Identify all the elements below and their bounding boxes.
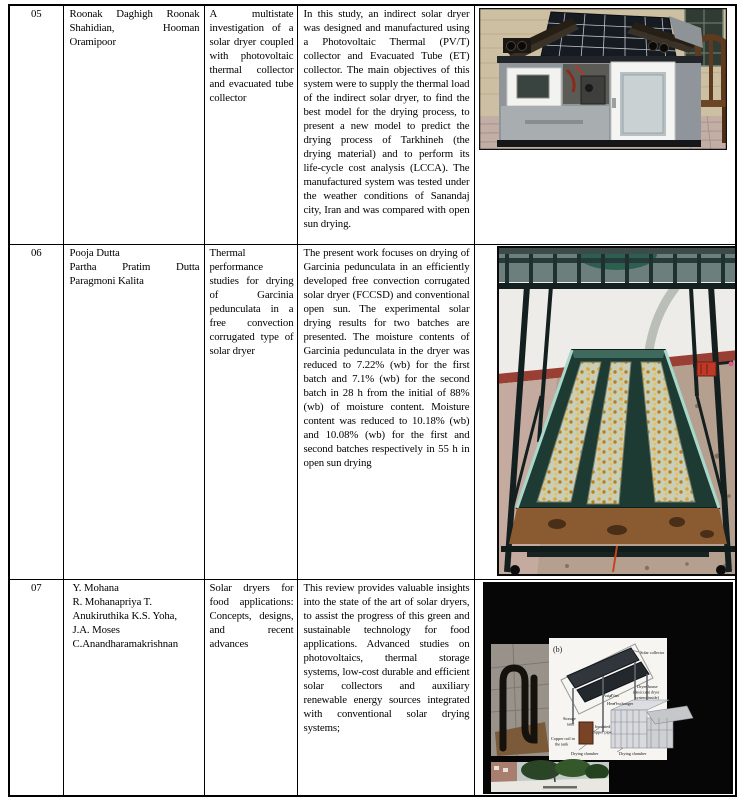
author-line: Y. Mohana <box>72 581 119 594</box>
abstract-text: The present work focuses on drying of Garcinia pedunculata in an efficiently developed free convection corrugated solar dryer (FCCSD) and conventional open sun. The experimental solar drying results for two batches are presented. The moisture contents of Garcinia pedunculata in the dryer was reduced to 7.22% (wb) for the first batch and 7.1% (wb) for the second batch in 28 h from the initial of 88% (wb) of moisture content. Moisture content was reduced to 10.18% (wb) and 10.08% (wb) for the first and second batches respectively in 55 h in open sun drying <box>303 246 470 469</box>
corrugated-dryer-photo <box>497 246 737 576</box>
author-line: Paragmoni Kalita <box>69 274 144 287</box>
abstract-text: In this study, an indirect solar dryer was designed and manufactured using a Photovoltaic Thermal (PV/T) collector and Evacuated Tube (ET) collector. The main objectives of this system were to supply the thermal load of the indirect solar dryer, to find the best model for the drying process, to present a new model to predict the drying process of Tarkhineh (the drying material) and to perform its life-cycle cost analysis (LCCA). The manufactured system was tested under the weather conditions of Sanandaj city, Iran and was compared with open sun drying. <box>303 8 470 230</box>
diagram-label: Solar collector <box>639 649 664 655</box>
table-row <box>9 5 736 244</box>
authors-text: Roonak Daghigh Roonak Shahidian, Hooman Oramipoor <box>69 8 200 48</box>
entry-number: 07 <box>30 581 42 594</box>
metal-panel <box>501 106 609 142</box>
motor-box <box>697 362 716 376</box>
rooftop-structure <box>497 246 737 284</box>
diagram-label: copper pipe <box>591 729 612 734</box>
diagram-label: (desiccant dryer <box>632 689 660 694</box>
entry-number: 05 <box>30 8 42 20</box>
author-line: Anukiruthika K.S. Yoha, <box>72 609 177 622</box>
wooden-base <box>509 508 727 544</box>
paper-title: Solar dryers for food applications: Concepts, designs, and recent advances <box>209 581 294 650</box>
drying-chamber-door <box>611 62 675 144</box>
paper-title: Thermal performance studies for drying of Garcinia pedunculata in a free convection corrugated type of solar dryer <box>209 246 294 357</box>
solar-dryer-photo <box>479 8 727 150</box>
copper-coil-photo <box>491 644 549 756</box>
abstract-text: This review provides valuable insights into the state of the art of solar dryers, to assist the progress of this green and sustainable technology for food applications. Advanced studies on photovoltaics, thermal storage systems, low-cost durable and efficient solar collectors and auxiliary renewable energy sources integrated with conventional solar drying systems; <box>303 581 470 734</box>
review-composite-figure <box>483 582 733 794</box>
pink-marker <box>728 361 733 366</box>
diagram-label: the tank <box>554 741 568 746</box>
diagram-label: Heat exchanger <box>606 700 633 706</box>
machine-base <box>497 140 701 147</box>
literature-review-table <box>8 4 737 797</box>
table-row <box>9 579 736 796</box>
small-window <box>507 68 561 106</box>
table-row <box>9 244 736 579</box>
diagram-label: system inside) <box>634 694 659 700</box>
diagram-label: tank <box>566 721 574 726</box>
paper-title: A multistate investigation of a solar dryer coupled with photovoltaic thermal collector and evacuated tube collector <box>209 8 294 104</box>
author-line: Pooja Dutta <box>69 246 120 259</box>
entry-number: 06 <box>30 246 42 259</box>
diagram-label: Dryer house <box>636 683 657 689</box>
diagram-label: Drying chamber <box>570 750 598 756</box>
diagram-label: Axial fan <box>602 692 619 698</box>
diagram-label: Insulated <box>594 723 610 729</box>
storage-tank <box>579 722 593 744</box>
diagram-label: Storage <box>562 715 576 721</box>
diagram-label: Drying chamber <box>618 750 646 756</box>
author-line: R. Mohanapriya T. <box>72 595 152 608</box>
panel-label: (b) <box>552 644 562 654</box>
outdoor-installation-photo <box>491 759 609 792</box>
diagram-label: Copper coil in <box>550 735 575 741</box>
internal-components <box>563 64 609 104</box>
author-line: J.A. Moses <box>72 623 120 636</box>
author-line: C.Anandharamakrishnan <box>72 637 179 650</box>
author-line: Partha Pratim Dutta <box>69 260 200 273</box>
